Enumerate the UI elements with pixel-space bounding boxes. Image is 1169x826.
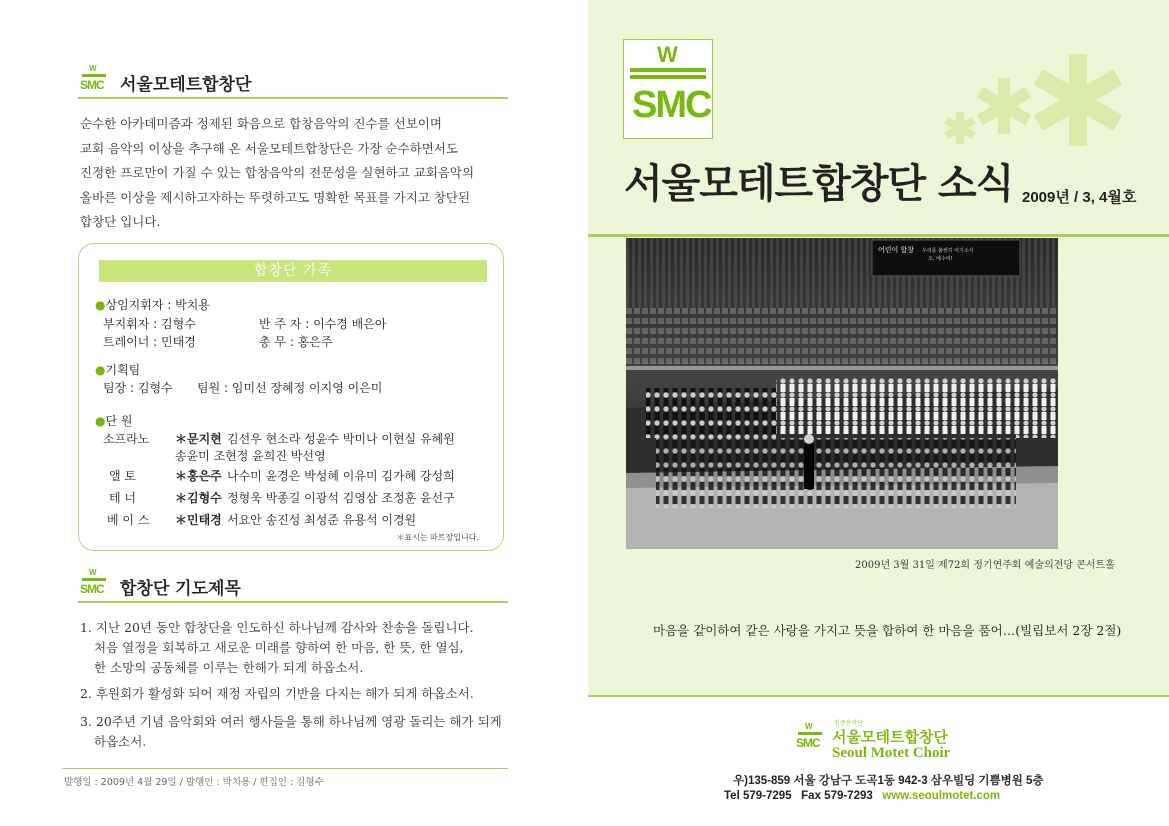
- section-title-choir: 서울모테트합창단: [120, 75, 252, 95]
- smc-logo-icon: W SMC: [796, 722, 824, 752]
- fax: Fax 579-7293: [801, 790, 873, 802]
- smc-logo-icon: W SMC: [80, 64, 108, 94]
- screen-panel: [872, 240, 1020, 276]
- soprano-members: 김선우 현소라 성윤수 박미나 이현실 유혜원: [227, 432, 455, 446]
- org-subtitle: 인증음악단: [834, 720, 863, 727]
- newsletter-title: 서울모테트합창단 소식: [624, 160, 1014, 207]
- bass-label: 베 이 스: [107, 513, 150, 527]
- part-leader-note: ＊표시는 파트장입니다.: [396, 533, 479, 542]
- conductor: ●상임지휘자 : 박치용: [95, 298, 210, 312]
- section-title-prayer: 합창단 기도제목: [120, 579, 241, 599]
- prayer-item: 3. 20주년 기념 음악회와 여러 행사들을 통해 하나님께 영광 돌리는 해가 되게 하옵소서.: [80, 714, 502, 749]
- planning-leader: 팀장 : 김형수: [103, 381, 173, 395]
- smc-logo-icon: W SMC: [80, 568, 108, 598]
- concert-photo: [626, 238, 1058, 549]
- org-name-korean: 서울모테트합창단: [832, 728, 948, 746]
- publication-info: 발행일 : 2009년 4월 29일 / 발행인 : 박치용 / 편집인 : 김형수: [64, 777, 324, 788]
- members-title: ●단 원: [95, 414, 133, 428]
- vice-conductor: 부지휘자 : 김형수: [103, 317, 196, 331]
- prayer-item: 1. 지난 20년 동안 합창단을 인도하신 하나님께 감사와 찬송을 돌립니다. 처음 열정을 회복하고 새로운 미래를 향하여 한 마음, 한 뜻, 한 열심, 한 소망의 공동체를 이루는 한해가 되게 하옵소서.: [80, 620, 474, 675]
- address: 우)135-859 서울 강남구 도곡1동 942-3 삼우빌딩 기쁨병원 5층: [733, 775, 1044, 787]
- title-divider: [588, 234, 1169, 237]
- telephone: Tel 579-7295: [724, 790, 792, 802]
- alto-members: 나수미 윤경은 박성혜 이유미 김가혜 강성희: [227, 469, 455, 483]
- bass-members: 서요안 송진성 최성준 유용석 이경원: [227, 513, 417, 527]
- screen-title: 어린이 합창: [878, 246, 915, 254]
- smc-main-logo-icon: W SMC: [623, 39, 713, 139]
- intro-paragraph: 순수한 아카데미즘과 정제된 화음으로 합창음악의 진수를 선보이며 교회 음악의 이상을 추구해 온 서울모테트합창단은 가장 순수하면서도 진정한 프로만이 가질 수 있는 합창음악의 전문성을 실현하고 교회음악의 올바른 이상을 제시하고자하는 뚜렷하고도 명확한 목표를 가지고 창단된 합창단 입니다.: [80, 116, 475, 229]
- photo-caption: 2009년 3월 31일 제72회 정기연주회 예술의전당 콘서트홀: [855, 560, 1115, 571]
- soprano-lead: ＊문지현: [175, 432, 222, 446]
- org-name-english: Seoul Motet Choir: [832, 745, 951, 761]
- soprano-members-2: 송윤미 조현정 윤희진 박선영: [175, 449, 326, 463]
- website-link[interactable]: www.seoulmotet.com: [882, 790, 1001, 802]
- planning-members: 팀원 : 임미선 장혜정 이지영 이은미: [197, 381, 383, 395]
- issue-number: 2009년 / 3, 4월호: [1022, 189, 1137, 206]
- screen-text: 우리를 불쌍히 여기소서: [922, 248, 974, 254]
- alto-lead: ＊홍은주: [175, 469, 222, 483]
- alto-label: 앨 토: [109, 469, 136, 483]
- bass-lead: ＊민태경: [175, 513, 222, 527]
- screen-text: 오, 예수여!: [928, 256, 953, 262]
- prayer-item: 2. 후원회가 활성화 되어 재정 자립의 기반을 다지는 해가 되게 하옵소서.: [80, 686, 474, 701]
- decorative-asterisks-icon: [938, 40, 1128, 150]
- family-heading: 합창단 가족: [99, 260, 487, 282]
- tenor-members: 정형욱 박종길 이광석 김영삼 조정훈 윤선구: [227, 491, 455, 505]
- planning-team-title: ●기획팀: [95, 363, 141, 377]
- section-divider: [78, 97, 508, 99]
- general-manager: 총 무 : 홍은주: [259, 335, 333, 349]
- accompanist: 반 주 자 : 이수경 배은아: [259, 317, 387, 331]
- soprano-label: 소프라노: [103, 432, 150, 446]
- choir-family-box: [78, 243, 504, 551]
- section-divider: [78, 601, 508, 603]
- tenor-lead: ＊김형수: [175, 491, 222, 505]
- footer-divider: [588, 695, 1169, 697]
- tenor-label: 테 너: [109, 491, 136, 505]
- contact-info: [724, 790, 1000, 802]
- trainer: 트레이너 : 민태경: [103, 335, 196, 349]
- bible-verse: 마음을 같이하여 같은 사랑을 가지고 뜻을 합하여 한 마음을 품어…(빌립보서 2장 2절): [653, 623, 1122, 638]
- footer-divider: [62, 768, 508, 769]
